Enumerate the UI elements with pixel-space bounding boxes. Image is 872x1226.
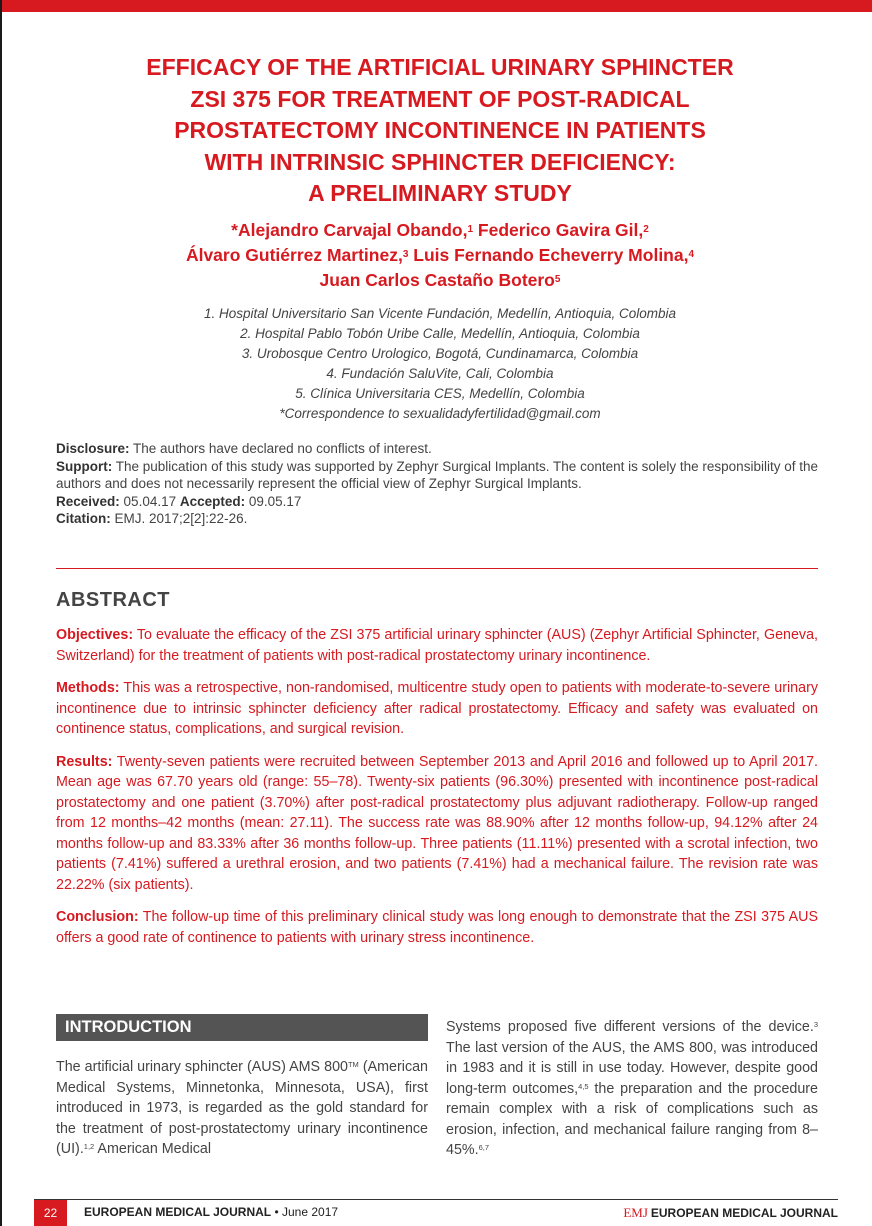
affiliation-item: 2. Hospital Pablo Tobón Uribe Calle, Medellín, Antioquia, Colombia	[240, 326, 640, 341]
affiliation-item: 1. Hospital Universitario San Vicente Fundación, Medellín, Antioquia, Colombia	[203, 306, 676, 321]
intro-text: (American Medical Systems, Minnetonka, Minnesota, USA), first introduced in 1973, is regarded as the gold standard for the treatment of post-prostatectomy urinary incontinence (UI).	[56, 1059, 428, 1157]
abstract-heading: ABSTRACT	[56, 589, 170, 611]
accepted-label: Accepted:	[179, 493, 246, 509]
title-line: EFFICACY OF THE ARTIFICIAL URINARY SPHINCTER	[146, 54, 734, 80]
page-edge	[0, 0, 2, 1226]
author-line	[40, 268, 840, 293]
author-name: Federico Gavira Gil,	[473, 220, 644, 240]
results-text: Twenty-seven patients were recruited between September 2013 and April 2016 and followed up to April 2017. Mean age was 67.70 years old (range: 55–78). Twenty-six patients (96.30%) presented with incontinence post-radical prostatectomy and one patient (3.70%) after post-radical prostatectomy plus adjuvant radiotherapy. Follow-up ranged from 12 months–42 months (mean: 27.11). The success rate was 88.90% after 12 months follow-up, 94.12% after 24 months follow-up and 83.33% after 36 months follow-up. Three patients (11.11%) presented with a scrotal infection, two patients (7.41%) suffered a urethral erosion, and two patients (7.41%) had a mechanical failure. The revision rate was 22.22% (six patients).	[56, 753, 818, 893]
author-list	[40, 218, 840, 293]
author-name: Luis Fernando Echeverry Molina,	[408, 245, 689, 265]
accepted-date: 09.05.17	[245, 493, 302, 509]
affiliation-item: 5. Clínica Universitaria CES, Medellín, Colombia	[295, 386, 585, 401]
page-footer	[34, 1199, 838, 1226]
reference-sup[interactable]: 1,2	[83, 1142, 95, 1151]
footer-left	[84, 1200, 338, 1225]
abstract-objectives	[56, 625, 818, 666]
citation	[56, 510, 818, 528]
received-date: 05.04.17	[119, 493, 180, 509]
correspondence-email[interactable]: *Correspondence to sexualidadyfertilidad@gmail.com	[279, 406, 601, 421]
disclosure	[56, 440, 818, 458]
intro-text: American Medical	[94, 1141, 212, 1157]
emj-logo: EMJ	[623, 1205, 648, 1220]
author-affil-sup: 2	[643, 224, 649, 235]
title-line: ZSI 375 FOR TREATMENT OF POST-RADICAL	[190, 85, 690, 112]
received-label: Received:	[56, 493, 120, 509]
author-affil-sup: 4	[688, 249, 695, 260]
author-line	[40, 218, 840, 243]
intro-text: the preparation and the procedure remain complex with a risk of complications such as erosion, infection, and mechanical failure ranging from 8–45%.	[446, 1080, 819, 1158]
objectives-label: Objectives:	[56, 627, 134, 643]
abstract-body	[56, 625, 818, 960]
reference-sup[interactable]: 3	[813, 1020, 818, 1029]
affiliations	[40, 304, 840, 424]
conclusion-text: The follow-up time of this preliminary clinical study was long enough to demonstrate that the ZSI 375 AUS offers a good rate of continence to patients with urinary stress incontinence.	[56, 909, 818, 946]
citation-text: EMJ. 2017;2[2]:22-26.	[110, 511, 248, 526]
title-line: A PRELIMINARY STUDY	[308, 180, 572, 206]
author-line	[40, 243, 840, 268]
intro-text: The last version of the AUS, the AMS 800, was introduced in 1983 and it is still in use today. However, despite good long-term outcomes,	[446, 1039, 818, 1097]
article-meta	[56, 440, 818, 528]
citation-label: Citation:	[56, 511, 111, 526]
author-affil-sup: 1	[467, 224, 474, 235]
support-label: Support:	[56, 458, 113, 474]
affiliation-item: 4. Fundación SaluVite, Cali, Colombia	[326, 366, 554, 381]
methods-label: Methods:	[56, 680, 120, 696]
author-name: Álvaro Gutiérrez Martinez,	[185, 245, 403, 265]
disclosure-label: Disclosure:	[56, 441, 130, 456]
reference-sup[interactable]: 6,7	[478, 1143, 490, 1152]
article-title	[40, 52, 840, 210]
conclusion-label: Conclusion:	[56, 909, 139, 925]
affiliation-item: 3. Urobosque Centro Urologico, Bogotá, Cundinamarca, Colombia	[241, 346, 639, 361]
abstract-results	[56, 752, 818, 896]
reference-sup[interactable]: 4,5	[578, 1081, 589, 1091]
author-name: *Alejandro Carvajal Obando,	[231, 220, 468, 240]
footer-right	[623, 1200, 838, 1226]
author-affil-sup: 5	[554, 274, 561, 285]
journal-name: EUROPEAN MEDICAL JOURNAL	[84, 1205, 272, 1219]
disclosure-text: The authors have declared no conflicts of interest.	[129, 441, 432, 456]
support-text: The publication of this study was supported by Zephyr Surgical Implants. The content is solely the responsibility of the authors and does not necessarily represent the official view of Zephyr Surgical Implants.	[56, 458, 818, 491]
issue-date: June 2017	[282, 1205, 339, 1219]
intro-column-right	[446, 1017, 818, 1161]
results-label: Results:	[56, 753, 113, 770]
page-number: 22	[34, 1200, 67, 1226]
title-line: WITH INTRINSIC SPHINCTER DEFICIENCY:	[204, 148, 676, 175]
intro-text: The artificial urinary sphincter (AUS) AMS 800	[56, 1059, 348, 1075]
journal-name: EUROPEAN MEDICAL JOURNAL	[650, 1206, 838, 1220]
dates	[56, 493, 818, 511]
introduction-heading: INTRODUCTION	[56, 1014, 428, 1041]
top-accent-bar	[0, 0, 872, 12]
title-line: PROSTATECTOMY INCONTINENCE IN PATIENTS	[174, 117, 706, 143]
author-affil-sup: 3	[402, 249, 409, 260]
support	[56, 458, 818, 493]
methods-text: This was a retrospective, non-randomised, multicentre study open to patients with moderate-to-severe urinary incontinence due to intrinsic sphincter deficiency after radical prostatectomy. Efficacy and safety was evaluated on continence status, complications, and surgical revision.	[56, 680, 818, 737]
objectives-text: To evaluate the efficacy of the ZSI 375 artificial urinary sphincter (AUS) (Zephyr Artificial Sphincter, Geneva, Switzerland) for the treatment of patients with post-radical prostatectomy urinary incontinence.	[56, 627, 818, 664]
abstract-conclusion	[56, 907, 818, 948]
author-name: Juan Carlos Castaño Botero	[319, 270, 555, 290]
abstract-methods	[56, 678, 818, 740]
trademark-sup: TM	[347, 1060, 359, 1069]
intro-text: Systems proposed five different versions of the device.	[446, 1019, 814, 1035]
section-divider	[56, 568, 818, 569]
intro-column-left	[56, 1057, 428, 1160]
footer-bullet: •	[271, 1205, 282, 1219]
